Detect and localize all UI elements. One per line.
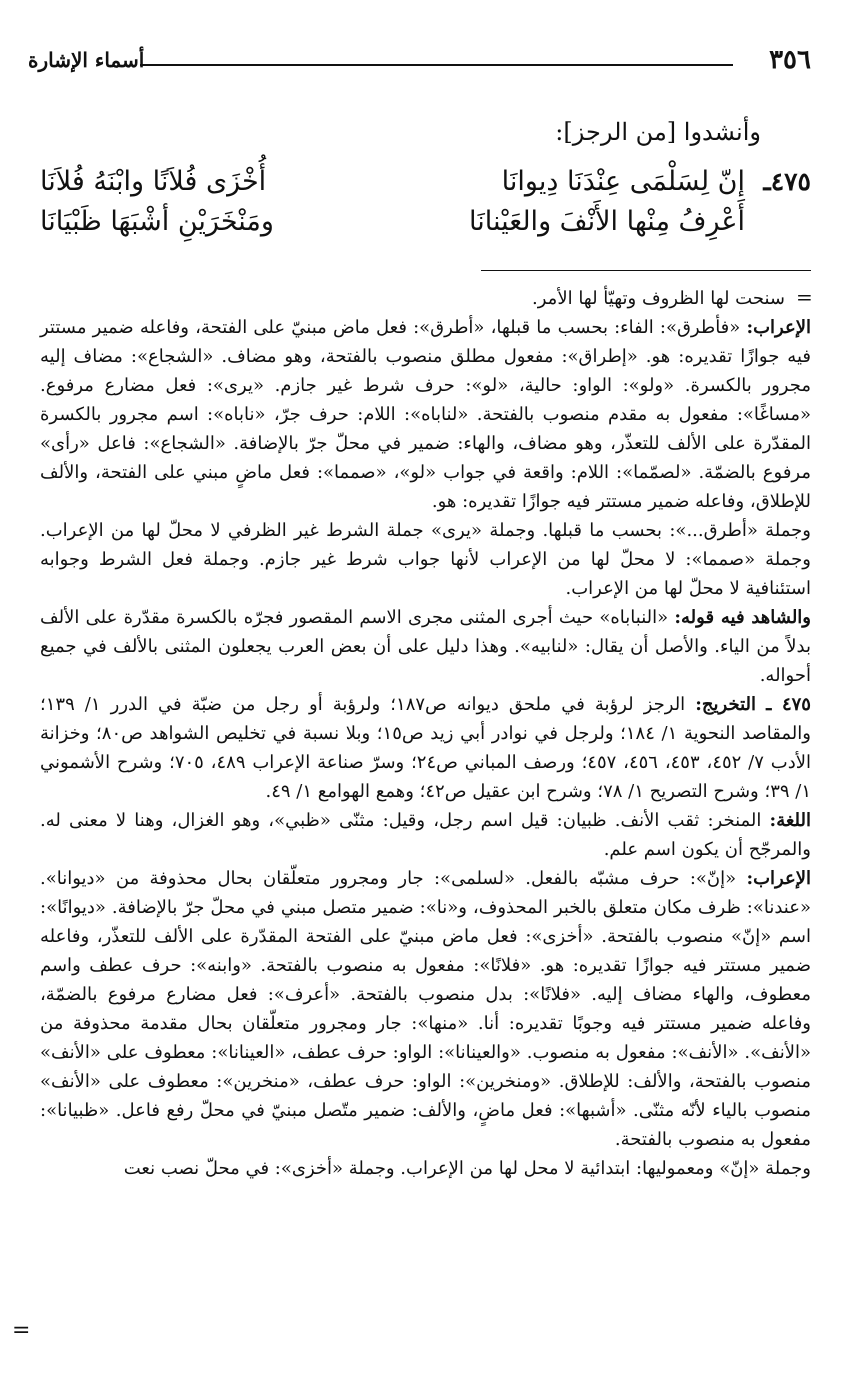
running-title: أسماء الإشارة [28,48,145,72]
footnote-label: والشاهد فيه قوله: [674,607,811,628]
hemistich-2a: أَعْرِفُ مِنْها الأَنْفَ والعَيْنانَا [469,206,745,237]
footnote-paragraph: وجملة «أطرق...»: بحسب ما قبلها. وجملة «يرى» جملة الشرط غير الظرفي لا محلّ لها من الإعراب. وجملة «صمما»: لا محلّ لها من الإعراب لأنها جواب شرط غير جازم. وجملة فعل الشرط وجوابه استئنافية لا محلّ لها من الإعراب. [40,520,811,599]
footnote-label: الإعراب: [746,868,811,889]
page-header [28,44,811,76]
footnotes [40,284,811,1183]
page-number: ٣٥٦ [769,45,811,75]
hemistich-1a: إنّ لِسَلْمَى عِنْدَنَا دِيوانَا [501,166,745,197]
continuation-mark-bottom: = [12,1318,31,1343]
verse-line-1 [40,162,811,202]
footnote-paragraph: ٤٧٥ ـ التخريج: الرجز لرؤبة في ملحق ديوانه ص١٨٧؛ ولرؤبة أو رجل من ضبّة في الدرر ١/ ١٣٩؛ والمقاصد النحوية ١/ ١٨٤؛ ولرجل في نوادر أبي زيد ص١٥؛ وبلا نسبة في تخليص الشواهد ص٨٠؛ وخزانة الأدب ٧/ ٤٥٢، ٤٥٣، ٤٥٦، ٤٥٧؛ ورصف المباني ص٢٤؛ وسرّ صناعة الإعراب ٤٨٩، ٧٠٥؛ وشرح الأشموني ١/ ٣٩؛ وشرح التصريح ١/ ٧٨؛ وشرح ابن عقيل ص٤٢؛ وهمع الهوامع ١/ ٤٩. [40,694,811,802]
verse-number: ٤٧٥ـ [763,167,811,196]
footnote-label: التخريج: [695,694,756,715]
continuation-mark: = [796,285,813,309]
footnote-paragraph: الإعراب: «فأطرق»: الفاء: بحسب ما قبلها، «أطرق»: فعل ماض مبنيّ على الفتحة، وفاعله ضمير مستتر فيه جوازًا تقديره: هو. «إطراق»: مفعول مطلق منصوب بالفتحة، وهو مضاف. «الشجاع»: مضاف إليه مجرور بالكسرة. «ولو»: الواو: حالية، «لو»: حرف شرط غير جازم. «يرى»: فعل مضارع مرفوع. «مساغًا»: مفعول به مقدم منصوب بالفتحة. «لناباه»: اللام: حرف جرّ، «ناباه»: اسم مجرور بالكسرة المقدّرة على الألف للتعذّر، وهو مضاف، والهاء: ضمير في محلّ جرّ بالإضافة. «الشجاع»: فاعل «رأى» مرفوع بالضمّة. «لصمّما»: اللام: واقعة في جواب «لو»، «صمما»: فعل ماضٍ مبني على الفتحة، والألف للإطلاق، وفاعله ضمير مستتر فيه جوازًا تقديره: هو. [40,317,811,512]
entry-number: ٤٧٥ ـ [766,694,811,715]
poem-intro: وأنشدوا [من الرجز]: [555,118,761,146]
footnote-label: الإعراب: [746,317,811,338]
footnote-label: اللغة: [769,810,811,831]
footnote-paragraph: والشاهد فيه قوله: «النباباه» حيث أجرى المثنى مجرى الاسم المقصور فجرّه بالكسرة مقدّرة على الألف بدلاً من الياء. والأصل أن يقال: «لنابيه». وهذا دليل على أن بعض العرب يجعلون المثنى بالألف في جميع أحواله. [40,607,811,686]
footnote-paragraph: الإعراب: «إنّ»: حرف مشبّه بالفعل. «لسلمى»: جار ومجرور متعلّقان بحال محذوفة من «ديوانا». «عندنا»: ظرف مكان متعلق بالخبر المحذوف، و«نا»: ضمير متصل مبني في محلّ جرّ بالإضافة. «ديوانًا»: اسم «إنّ» منصوب بالفتحة. «أخزى»: فعل ماض مبنيّ على الفتحة المقدّرة على الألف للتعذّر، وفاعله ضمير مستتر فيه جوازًا تقديره: هو. «فلانًا»: مفعول به منصوب بالفتحة. «وابنه»: حرف عطف واسم معطوف، والهاء مضاف إليه. «فلانًا»: بدل منصوب بالفتحة. «أعرف»: فعل مضارع مرفوع بالضمّة، وفاعله ضمير مستتر فيه وجوبًا تقديره: أنا. «منها»: جار ومجرور متعلّقان بحال مقدمة محذوفة من «الأنف». «الأنف»: مفعول به منصوب. «والعينانا»: الواو: حرف عطف، «العينانا»: معطوف على «الأنف» منصوب بالفتحة، والألف: للإطلاق. «ومنخرين»: الواو: حرف عطف، «منخرين»: معطوف على «الأنف» منصوب بالياء لأنّه مثنّى. «أشبها»: فعل ماضٍ، والألف: ضمير متّصل مبنيّ في محلّ رفع فاعل. «ظبيانا»: مفعول به منصوب بالفتحة. [40,868,811,1150]
footnote-paragraph: وجملة «إنّ» ومعموليها: ابتدائية لا محل لها من الإعراب. وجملة «أخزى»: في محلّ نصب نعت [123,1158,811,1179]
header-rule [140,64,733,66]
hemistich-2b: ومَنْخَرَيْنِ أشْبَهَا ظَبْيَانَا [40,206,274,237]
footnote-paragraph: سنحت لها الظروف وتهيّأ لها الأمر. [532,288,785,309]
footnote-rule [481,270,811,271]
hemistich-1b: أُخْزَى فُلاَنًا وابْنَهُ فُلاَنَا [40,166,267,197]
verse-line-2 [40,202,811,242]
footnote-paragraph: اللغة: المنخر: ثقب الأنف. ظبيان: قيل اسم رجل، وقيل: مثنّى «ظبي»، وهو الغزال، وهنا لا معنى له. والمرجّح أن يكون اسم علم. [40,810,811,860]
